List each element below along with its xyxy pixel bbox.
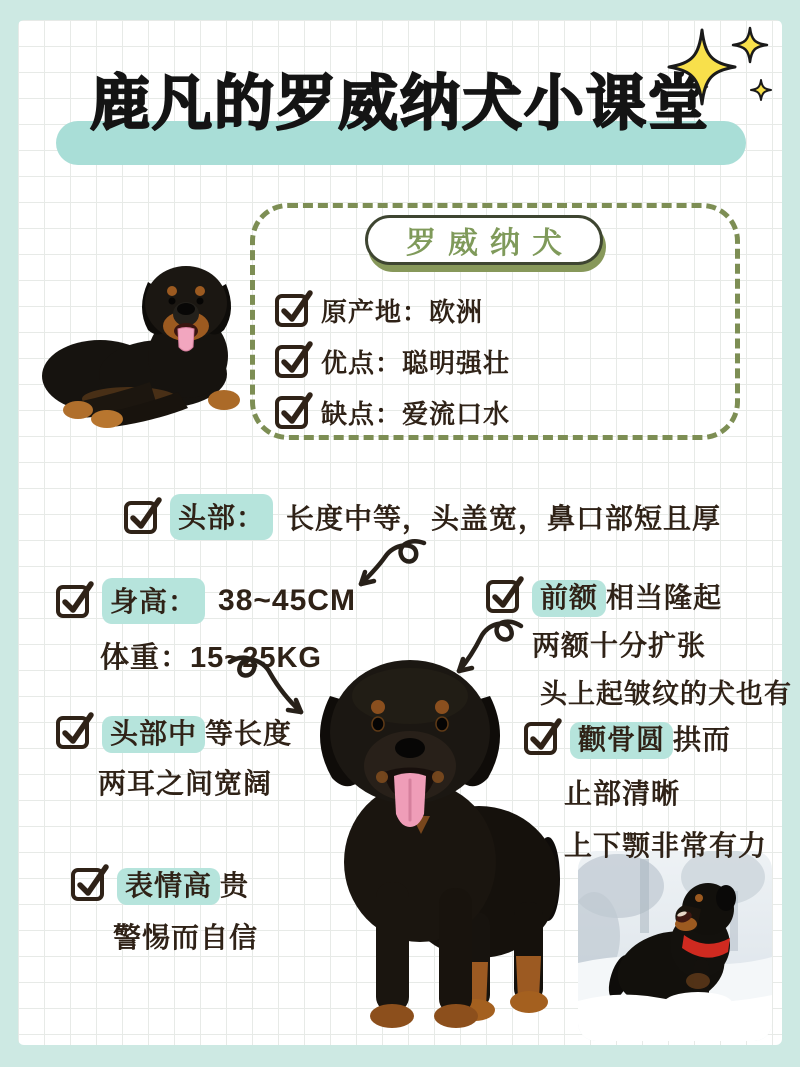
checkbox-checked-icon xyxy=(275,396,308,429)
fact-expression xyxy=(71,864,258,956)
fact-text: 贵 xyxy=(220,870,250,901)
fact-tag: 前额 xyxy=(532,580,606,617)
item-value: 爱流口水 xyxy=(402,399,511,429)
item-value: 欧洲 xyxy=(429,297,484,327)
fact-line3: 头上起皱纹的犬也有 xyxy=(540,679,792,709)
checkbox-checked-icon xyxy=(524,722,557,755)
breed-info-card xyxy=(250,203,740,440)
list-item-pros xyxy=(275,343,510,380)
checkbox-checked-icon xyxy=(124,501,157,534)
fact-head-length xyxy=(56,712,292,802)
fact-line2: 警惕而自信 xyxy=(113,922,259,953)
fact-tag: 颧骨圆 xyxy=(570,722,673,759)
sparkles-icon xyxy=(662,22,774,118)
fact-text: 长度中等，头盖宽，鼻口部短且厚 xyxy=(286,503,722,534)
list-item-cons xyxy=(275,394,510,431)
fact-line2: 止部清晰 xyxy=(564,778,681,809)
fact-value: 38~45CM xyxy=(218,584,356,617)
fact-tag: 头部中 xyxy=(102,716,205,753)
fact-line3: 上下颚非常有力 xyxy=(564,830,768,861)
checkbox-checked-icon xyxy=(71,868,104,901)
fact-text: 相当隆起 xyxy=(606,582,723,613)
curly-arrow-down-left-icon xyxy=(453,614,527,682)
page-title: 鹿凡的罗威纳犬小课堂 xyxy=(90,70,710,137)
curly-arrow-down-left-icon xyxy=(352,538,430,594)
checkbox-checked-icon xyxy=(56,585,89,618)
rottweiler-lying-image xyxy=(28,246,258,428)
fact-size xyxy=(56,578,356,676)
fact-head xyxy=(124,494,721,540)
fact-cheekbone xyxy=(524,718,767,864)
checkbox-checked-icon xyxy=(56,716,89,749)
breed-name-badge: 罗威纳犬 xyxy=(365,215,603,265)
item-value: 聪明强壮 xyxy=(402,348,511,378)
breed-fact-list xyxy=(275,292,510,431)
fact-line2: 体重：15~25KG xyxy=(100,642,322,674)
fact-tag: 表情高 xyxy=(117,868,220,905)
fact-forehead xyxy=(486,576,792,711)
fact-text: 拱而 xyxy=(673,724,732,755)
fact-tag: 头部： xyxy=(170,494,273,540)
checkbox-checked-icon xyxy=(275,294,308,327)
item-label: 原产地： xyxy=(321,297,430,327)
checkbox-checked-icon xyxy=(486,580,519,613)
fact-tag: 身高： xyxy=(102,578,205,624)
fact-text: 等长度 xyxy=(205,718,293,749)
fact-line2: 两耳之间宽阔 xyxy=(98,768,273,799)
fact-line2: 两额十分扩张 xyxy=(532,630,707,661)
item-label: 缺点： xyxy=(321,399,403,429)
item-label: 优点： xyxy=(321,348,403,378)
checkbox-checked-icon xyxy=(275,345,308,378)
list-item-origin xyxy=(275,292,510,329)
rottweiler-snow-photo xyxy=(578,851,772,1041)
